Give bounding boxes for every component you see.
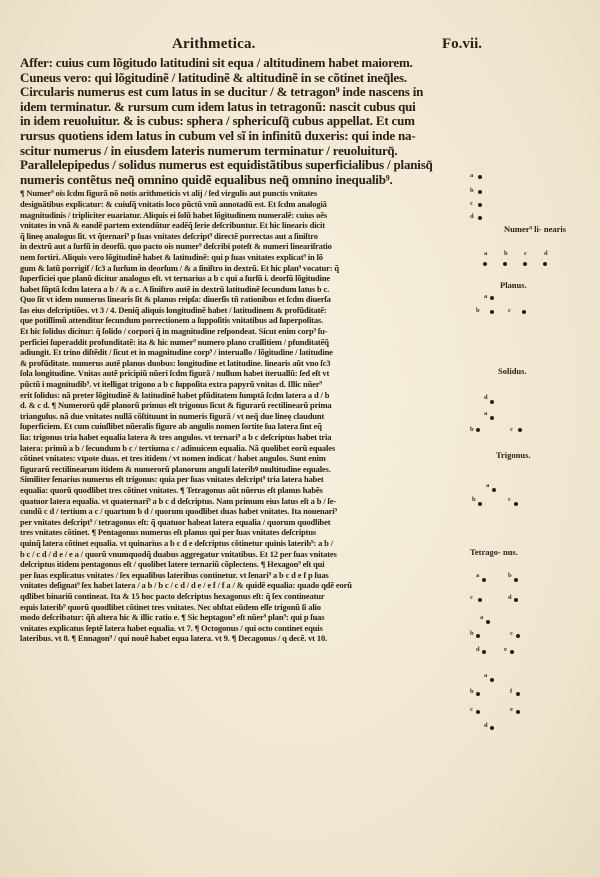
large-type-section [20,56,480,187]
figure-dot [490,726,494,730]
figure-label: d [508,594,512,601]
text-line: ſola longitudine. Vnitas autẽ pricipiũ nũeri ſcdm figurã / nullum habet iteruallũ: ſed eſt vt [20,368,330,379]
figure-dot [482,650,486,654]
text-line: ſuperficiem. Et cum cuiuſlibet nũeralis figure ab angulis nomen ſortite ſua latera ſint eq̃ [20,421,322,432]
text-line: quinq̃ latera cõtinet equalia. vt quinarius a b c d e deſcriptus cõtinetur quinis laterib⁹: a b / [20,537,333,548]
text-line: cundũ c d / tertium a c / quartum b d / quorum quodlibet duas habet vnitates. Ita nouenari⁹ [20,506,337,517]
figure-dot [476,710,480,714]
margin-note-numerus-linearis: Numer⁹ li- nearis [504,224,567,234]
text-line: deſcriptus itidem pentagonus eſt / quolibet latere ternariũ cõplectens. ¶ Hexagon⁹ eſt qui [20,559,325,570]
figure-dot [478,190,482,194]
text-line: magnitudinis / tripliciter euariatur. Aliquis ei ſolũ habet lõgitudinem numeralẽ: cuius oẽs [20,209,328,220]
text-line: triangulus. nã due vnitates nullã cõſtituunt in numeris figurã / vt neq̃ due lineę claudunt [20,410,325,421]
figure-dot [510,650,514,654]
figure-label: c [524,250,527,257]
figure-label: b [472,496,476,503]
figure-dot [483,262,487,266]
text-line: habet ſũptã ſcdm latera a b / & a c. A ſiniſtro autẽ in dextrũ latitudinẽ ſecundum latus b c. [20,283,330,294]
figure-label: b [476,307,480,314]
text-line: ¶ Numer⁹ ois ſcdm figurã nõ notis arithmeticis vt alij / ſed virgulis aut punctis vnitates [20,188,318,199]
margin-note-planus: Planus. [500,280,527,290]
text-line: Circularis numerus est cum latus in se ducitur / & tetragon⁹ inde nascens in [20,84,424,100]
text-line: equalia: quorũ quodlibet tres cõtinet vnitates. ¶ Tetragonus aũt nũerus eſt planus habẽs [20,484,323,495]
text-line: perficiei ſuperaddit profunditatẽ: ita & hic numer⁹ numero plano craſſitiem / pfunditatẽq̃ [20,336,329,347]
figure-label: b [508,572,512,579]
figure-dot [514,502,518,506]
figure-label: c [508,496,511,503]
text-line: d. & c d. ¶ Numerorũ qdẽ planorũ primus eſt trigonus ſicut & figurarũ rectilinearũ prima [20,400,332,411]
text-line: per vnitates deſcript⁹ / tetragonus eſt: q̃ quatuor habeat latera equalia / quorum quodlibet [20,516,331,527]
figure-dot [503,262,507,266]
figure-label: a [480,614,484,621]
text-line: nem fortiri. Aliquis vero lõgitudinẽ habet & latitudinẽ: qui p ſuas vnitates explicat⁹ in lõ [20,251,323,262]
figure-label: e [510,706,513,713]
figure-label: a [470,172,474,179]
text-line: ſuperficiei que planũ dicitur analogus eſt. vt ternarius a b c qui a ſurſũ i. deorſũ lõgitudine [20,273,331,284]
figure-dot [476,428,480,432]
figure-dot [514,578,518,582]
text-line: vnitates deſignat⁹ ſex habet latera / a b / b c / c d / d e / e f / f a / & quidẽ equalia: quado qdẽ eorũ [20,580,352,591]
text-line: tres vnitates cõtinet. ¶ Pentagonus numerus eſt planus qui per ſuas vnitates deſcriptus [20,527,317,538]
figure-dot [490,678,494,682]
text-line: & profũditate. numerus autẽ planus duobus: longitudine et latitudine. linearis aũt vno ſc3 [20,357,331,368]
text-line: quatuor latera equalia. vt quaternari⁹ a b c d deſcriptus. Nam primum eius latus eſt a b / ſe- [20,495,337,506]
text-line: pũctũ i magnitudib⁹. vt itelligat trigono a b c ſuppoſita extra papyrũ vnitas d. Illic nũer⁹ [20,379,322,390]
text-line: equis laterib⁹ quorũ quodlibet cõtinet tres vnitates. Nec obſtat eũdem eſſe trigonũ ſi alio [20,601,321,612]
figure-dot [478,175,482,179]
figure-dot [478,598,482,602]
margin-note-solidus: Solidus. [498,366,527,376]
figure-dot [478,203,482,207]
figure-label: b [470,426,474,433]
figure-dot [514,598,518,602]
figure-label: b [470,688,474,695]
figure-label: f [510,688,513,695]
text-line: per ſuas explicatus vnitates / ſex equalibus lateribus continetur. vt ſenari⁹ a b c d e f p ſuas [20,569,329,580]
text-line: vnitates explicatus ſeptẽ latera habet equalia. vt 7. ¶ Octogonus / qui octo continet equis [20,622,323,633]
figure-label: e [504,646,507,653]
figure-dot [523,262,527,266]
figure-label: b [504,250,508,257]
figure-label: b [470,630,474,637]
text-line: Parallelepipedus / solidus numerus est equidistãtibus superficialibus / planisq̃ [20,157,433,173]
figure-dot [490,296,494,300]
figure-dot [543,262,547,266]
figure-label: b [470,187,474,194]
text-line: vnitates in vnã & eandẽ partem extendũtur eadẽq̃ ſerie deſcribuntur. Et hic linearis dicit [20,220,325,231]
text-line: Similiter ſenarius numerus eſt trigonus: quia per ſuas vnitates deſcript⁹ tria latera habet [20,474,324,485]
text-line: Affer: cuius cum lõgitudo latitudini sit equa / altitudinem habet maiorem. [20,55,413,70]
figure-dot [482,578,486,582]
figure-label: a [476,572,480,579]
text-line: scitur numerus / in eiusdem lateris numerum terminatur / reuoluiturq̃. [20,142,398,158]
figure-label: d [484,722,488,729]
text-line: figurarũ rectilinearum itidem & numerorũ planorum anguli lateribꝰ multitudine equales. [20,463,331,474]
figure-label: a [486,482,490,489]
margin-note-trigonus: Trigonus. [496,450,531,460]
figure-dot [492,488,496,492]
text-line: ſas eius deſcriptiões. vt 3 / 4. Deniq̃ aliquis longitudinẽ habet / latitudinem & profũditatẽ: [20,304,327,315]
figure-dot [478,502,482,506]
figure-dot [522,310,526,314]
text-line: in dextrũ aut a ſurſũ in deorſũ. quo pacto ois numer⁹ deſcribi poteſt & numeri lineariſratio [20,241,332,252]
figure-label: d [484,394,488,401]
figure-label: a [484,293,488,300]
figure-label: d [470,213,474,220]
margin-note-tetragonus: Tetrago- nus. [470,547,518,557]
figure-label: c [470,200,473,207]
text-line: latera: primũ a b / ſecundum b c / tertiuma c / adinuicem equalia. Nã quolibet eorũ equales [20,442,336,453]
text-line: in idem reuoluitur. & is cubus: sphera / sphericuſq̃ cubus appellat. Et cum [20,113,415,129]
text-line: erit ſolidus: nã preter lõgitudinẽ & latitudinẽ habet pfũditatem ſumptã ſcdm latera a d / b [20,389,330,400]
text-line: Et hic ſolidus dicitur: q̃ ſolido / corpori q̃ in magnitudine reſpondeat. Sicut enim corp⁹ ſu- [20,326,328,337]
figure-dot [490,400,494,404]
text-line: numeris contẽtus neq̃ omnino quidẽ equalibus neq̃ omnino inequalib⁹. [20,171,393,187]
figure-dot [476,692,480,696]
figure-dot [478,216,482,220]
figure-label: a [484,672,488,679]
text-line: gum & latũ porrigif / ſc3 a ſurſum in deorſum / & a ſiniſtro in dextrũ. Et hic plan⁹ vocatur: q̃ [20,262,339,273]
figure-label: c [510,630,513,637]
text-line: designãtibus explicatur: & cuiuſq̃ vnitatis loco pũctũ vnũ annotadũ est. Et ſcdm analogiã [20,198,327,209]
figure-dot [516,634,520,638]
figure-label: c [470,706,473,713]
figure-label: c [508,307,511,314]
running-title: Arithmetica. [172,36,256,52]
figure-dot [490,416,494,420]
figure-dot [518,428,522,432]
figure-dot [476,634,480,638]
figure-label: a [484,250,488,257]
text-line: lia: trigonus tria habet equalia latera & tres angulos. vt ternari⁹ a b c deſcriptus habet tria [20,432,332,442]
text-line: idem terminatur. & rursum cum idem latus in tetragonũ: nascit cubus qui [20,98,416,114]
margin-column [470,0,600,877]
folio-number: Fo.vii. [442,36,482,52]
text-line: Quo ſit vt idem numerus linearis ſit & planus reipſa: diuerſis tñ rationibus et ſcdm diuerſa [20,294,331,305]
text-line: b c / c d / d e / e a / quorũ vnumquodq̃ duabus aggregatur vnitatibus. Et 12 per ſuas vnitates [20,548,337,559]
text-line: cõtinet vnitates: vtpote duas. et tres itidem / vt nomen indicat / habet angulos. Sunt enim [20,453,326,464]
figure-dot [516,692,520,696]
figure-label: d [476,646,480,653]
text-line: q̃ lineę analogus ſit. vt q̃ternari⁹ p ſuas vnitates deſcript⁹ directẽ porrectas aut a ſiniſtro [20,230,318,241]
figure-dot [490,310,494,314]
figure-label: d [544,250,548,257]
text-line: lateribus. vt 8. ¶ Ennagon⁹ / qui nouẽ habet equa latera. vt 9. ¶ Decagonus / q decẽ. vt 10. [20,633,328,644]
figure-dot [486,620,490,624]
text-line: rursus quotiens idem latus in cubum vel sĩ in infinitũ duxeris: qui inde na- [20,127,416,143]
figure-label: a [484,410,488,417]
text-line: adiungit. Et trino diſtẽdit / ſicut et in magnitudine corp⁹ / interuallo / lõgitudine / latitudine [20,347,333,358]
figure-dot [516,710,520,714]
text-line: que potiſſimũ attenditur ſecundum porrectionem a ſuppoſitis vnitatibus ad ſuperpoſitas. [20,315,324,326]
text-line: modo deſcribatur: q̃ñ altera hic & illic ratio e. ¶ Sic heptagon⁹ eſt nũer⁹ plan⁹: qui p ſuas [20,612,325,623]
text-block [20,56,480,644]
figure-label: c [470,594,473,601]
small-type-section [20,188,480,644]
figure-label: c [510,426,513,433]
text-line: qdlibet binariũ contineat. Ita & 15 hoc pacto deſcriptus hexagonus eſt: q̃ ſex contineatur [20,590,325,601]
text-line: Cuneus vero: qui lõgitudinẽ / latitudinẽ & altitudinẽ in se cõtinet ineq̃les. [20,69,407,85]
